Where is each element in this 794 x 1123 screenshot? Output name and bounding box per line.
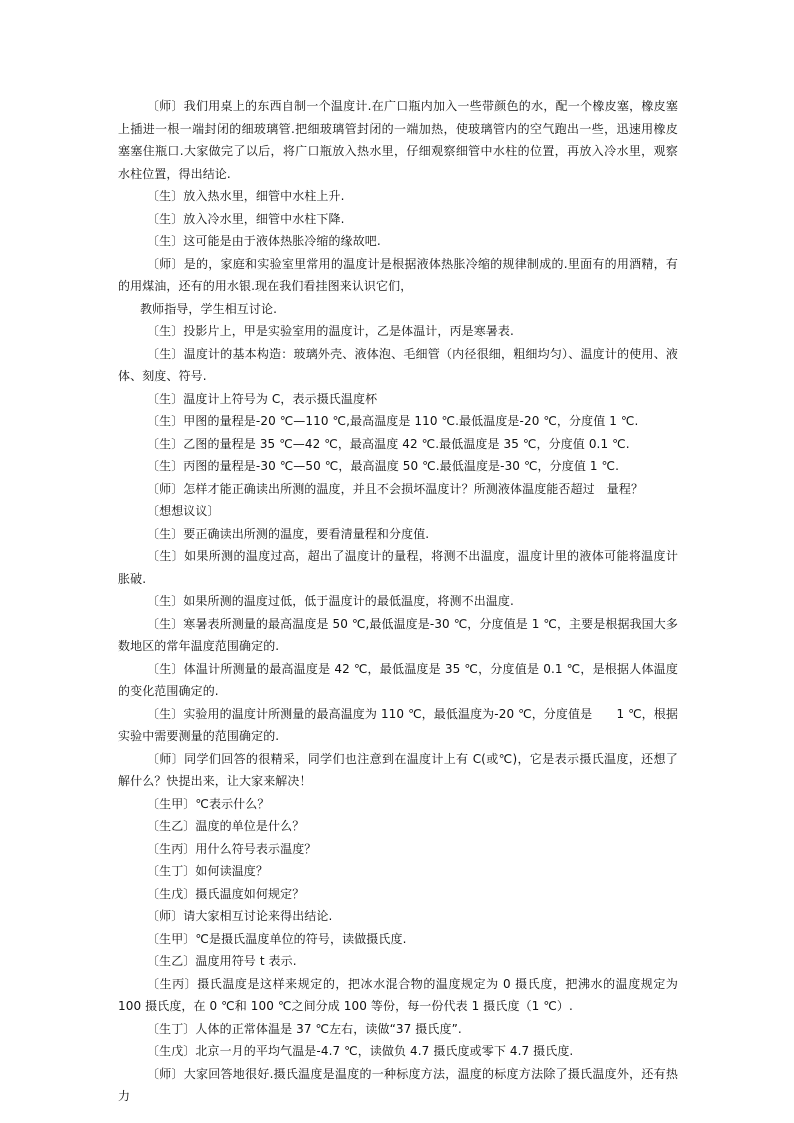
paragraph: 〔生〕这可能是由于液体热胀冷缩的缘故吧. — [147, 234, 381, 248]
paragraph: 〔生戊〕北京一月的平均气温是-4.7 ℃，读做负 4.7 摄氏度或零下 4.7 摄氏度. — [147, 1044, 574, 1058]
paragraph: 〔师〕怎样才能正确读出所测的温度，并且不会损坏温度计？所测液体温度能否超过 量程？ — [147, 481, 644, 496]
paragraph: 〔生〕放入热水里，细管中水柱上升. — [147, 189, 345, 203]
paragraph: 〔生〕温度计上符号为 C，表示摄氏温度杯 — [147, 391, 378, 406]
paragraph: 〔生〕体温计所测量的最高温度是 42 ℃，最低温度是 35 ℃，分度值是 0.1 ℃，是根据人体温度的变化范围确定的. — [118, 661, 678, 698]
paragraph: 〔生乙〕温度用符号 t 表示. — [147, 954, 297, 968]
paragraph: 〔生〕甲图的量程是-20 ℃—110 ℃,最高温度是 110 ℃.最低温度是-20 ℃，分度值 1 ℃. — [147, 414, 639, 428]
paragraph: 〔生〕如果所测的温度过高，超出了温度计的量程，将测不出温度，温度计里的液体可能将温度计胀破. — [118, 549, 678, 586]
paragraph: 〔生丙〕用什么符号表示温度？ — [147, 841, 317, 856]
document-body — [118, 95, 678, 1108]
paragraph: 〔生乙〕温度的单位是什么？ — [147, 819, 305, 833]
paragraph: 〔生丁〕如何读温度？ — [147, 864, 269, 878]
paragraph: 〔师〕是的，家庭和实验室里常用的温度计是根据液体热胀冷缩的规律制成的.里面有的用酒精，有的用煤油，还有的用水银.现在我们看挂图来认识它们， — [118, 256, 678, 293]
paragraph: 〔生〕丙图的量程是-30 ℃—50 ℃，最高温度 50 ℃.最低温度是-30 ℃，分度值 1 ℃. — [147, 459, 619, 473]
paragraph: 教师指导，学生相互讨论. — [140, 301, 278, 316]
paragraph: 〔生丁〕人体的正常体温是 37 ℃左右，读做“37 摄氏度”. — [147, 1021, 462, 1036]
paragraph: 〔生〕投影片上，甲是实验室用的温度计，乙是体温计，丙是寒暑表. — [147, 324, 514, 338]
paragraph: 〔生〕温度计的基本构造：玻璃外壳、液体泡、毛细管（内径很细，粗细均匀）、温度计的使用、液体、刻度、符号. — [118, 346, 678, 383]
paragraph: 〔生〕如果所测的温度过低，低于温度计的最低温度，将测不出温度. — [147, 594, 514, 608]
paragraph: 〔师〕请大家相互讨论来得出结论. — [147, 909, 333, 923]
paragraph: 〔生甲〕℃是摄氏温度单位的符号，读做摄氏度. — [147, 931, 407, 946]
paragraph: 〔师〕大家回答地很好.摄氏温度是温度的一种标度方法，温度的标度方法除了摄氏温度外，还有热力 — [118, 1066, 678, 1103]
paragraph: 〔师〕同学们回答的很精采，同学们也注意到在温度计上有 C(或℃)，它是表示摄氏温度，还想了解什么？快提出来，让大家来解决！ — [118, 751, 678, 788]
paragraph: 〔生〕实验用的温度计所测量的最高温度为 110 ℃，最低温度为-20 ℃，分度值是 1 ℃，根据实验中需要测量的范围确定的. — [118, 706, 678, 743]
paragraph: 〔生戊〕摄氏温度如何规定？ — [147, 886, 305, 901]
paragraph: 〔生丙〕摄氏温度是这样来规定的，把冰水混合物的温度规定为 0 摄氏度，把沸水的温度规定为 100 摄氏度，在 0 ℃和 100 ℃之间分成 100 等份，每一份代表 1 摄氏度（1 ℃）. — [118, 976, 678, 1013]
paragraph: 〔师〕我们用桌上的东西自制一个温度计.在广口瓶内加入一些带颜色的水，配一个橡皮塞，橡皮塞上插进一根一端封闭的细玻璃管.把细玻璃管封闭的一端加热，使玻璃管内的空气跑出一些，迅速用橡皮塞塞住瓶口.大家做完了以后，将广口瓶放入热水里，仔细观察细管中水柱的位置，再放入冷水里，观察水柱位置，得出结论. — [118, 99, 678, 181]
paragraph: 〔生〕放入冷水里，细管中水柱下降. — [147, 211, 345, 226]
paragraph: 〔生甲〕℃表示什么？ — [147, 796, 270, 811]
paragraph: 〔生〕寒暑表所测量的最高温度是 50 ℃,最低温度是-30 ℃，分度值是 1 ℃，主要是根据我国大多数地区的常年温度范围确定的. — [118, 616, 678, 653]
paragraph: 〔生〕要正确读出所测的温度，要看清量程和分度值. — [147, 526, 430, 541]
paragraph: 〔生〕乙图的量程是 35 ℃—42 ℃，最高温度 42 ℃.最低温度是 35 ℃，分度值 0.1 ℃. — [147, 436, 630, 451]
paragraph: 〔想想议议〕 — [147, 504, 220, 518]
